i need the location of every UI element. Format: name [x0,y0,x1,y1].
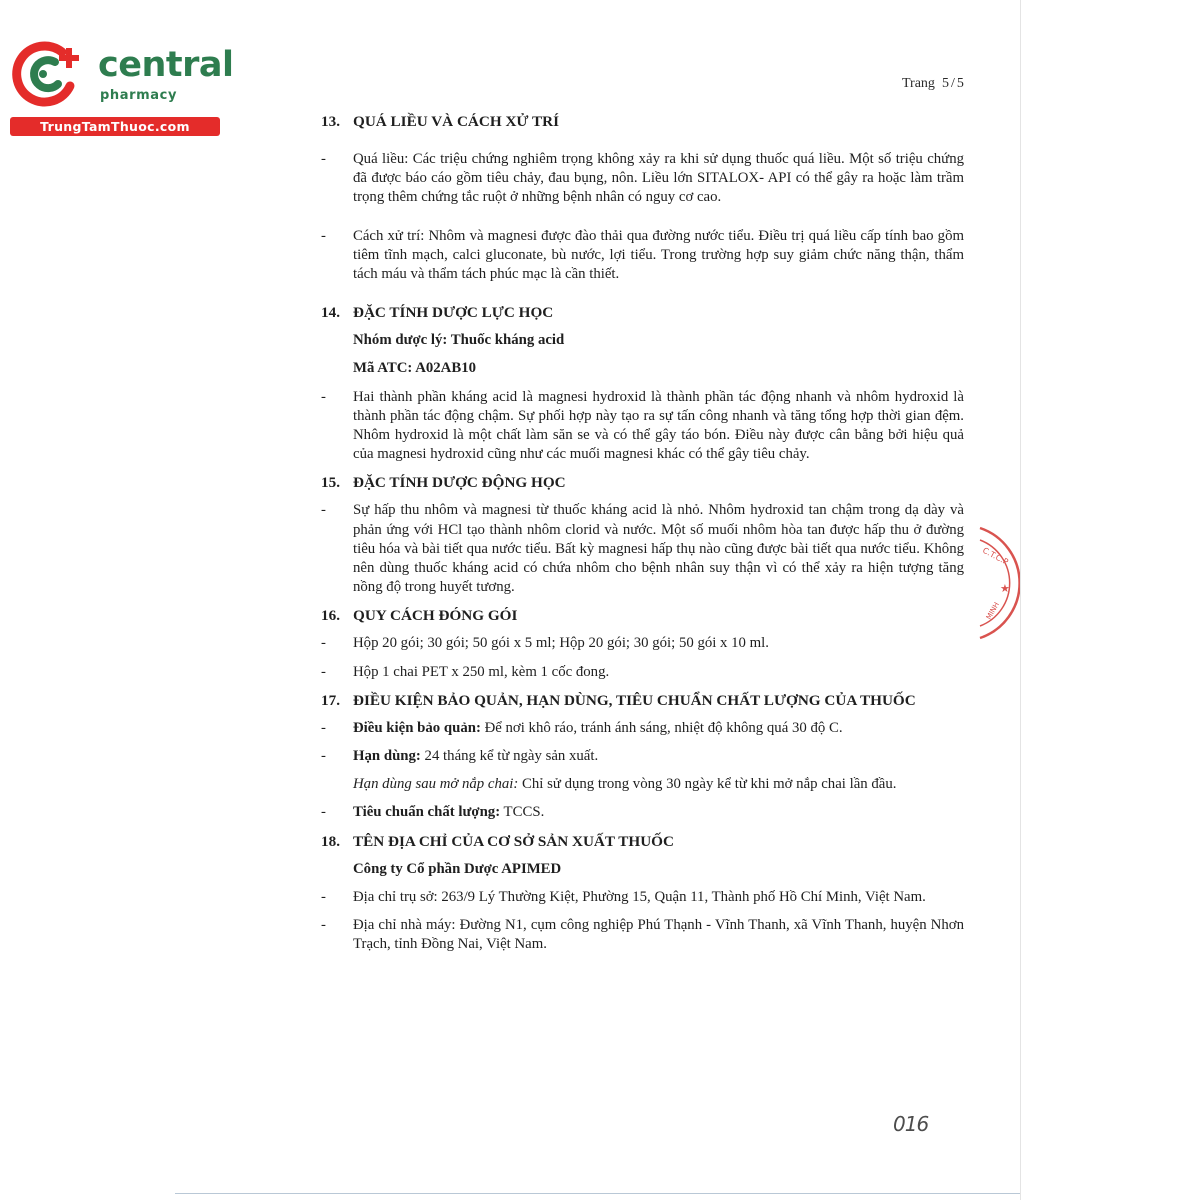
section-number: 17. [321,691,340,709]
page-label: Trang [902,76,935,91]
brand-name: central [98,45,234,85]
factory-address [321,916,964,954]
bullet-dash: - [321,663,326,680]
overdose-item [321,150,964,208]
pharmacokinetics-item [321,501,964,597]
quality-standard-label: Tiêu chuẩn chất lượng: [353,804,501,821]
after-opening-note [353,775,964,794]
after-opening-text: Chỉ sử dụng trong vòng 30 ngày kể từ khi mở nắp chai lần đầu. [518,776,897,793]
page-current: 5 [941,76,949,91]
svg-text:MINH: MINH [984,600,1002,621]
paragraph-text: Hai thành phần kháng acid là magnesi hydroxid là thành phần tác động nhanh và nhôm hydroxid là thành phần tác động chậm. Sự phối hợp này tạo ra sự tấn công nhanh và tăng tổng hợp thời gian đệm. Nhôm hydroxid là một chất làm săn se và có thể gây táo bón. Điều này được cân bằng bởi hiệu quả của magnesi hydroxid cũng như các muối magnesi khác có thể gây tiêu chảy. [353,388,964,463]
paragraph-text: Hộp 20 gói; 30 gói; 50 gói x 5 ml; Hộp 20 gói; 30 gói; 50 gói x 10 ml. [353,635,769,652]
paragraph-text: Địa chỉ nhà máy: Đường N1, cụm công nghiệp Phú Thạnh - Vĩnh Thanh, xã Vĩnh Thanh, huyện Nhơn Trạch, tỉnh Đồng Nai, Việt Nam. [353,917,964,953]
svg-text:C.T.C.P: C.T.C.P [981,545,1010,567]
section-16-heading [321,606,964,625]
bullet-dash: - [321,227,326,244]
company-stamp-icon [960,520,1020,645]
treatment-item [321,227,964,285]
section-title: ĐẶC TÍNH DƯỢC LỰC HỌC [353,304,554,322]
pharmacodynamics-item [321,388,964,465]
section-title: QUY CÁCH ĐÓNG GÓI [353,607,518,625]
central-pharmacy-logo [10,36,234,136]
website-banner: TrungTamThuoc.com [10,117,220,136]
pharmacy-logo-icon [10,38,90,110]
document-body [321,112,964,954]
bullet-dash: - [321,917,326,934]
packaging-item [321,663,964,682]
shelf-life-label: Hạn dùng: [353,748,421,765]
section-number: 14. [321,304,340,322]
page-edge-divider [1020,0,1021,1200]
bullet-dash: - [321,804,326,821]
section-number: 16. [321,607,340,625]
svg-text:★: ★ [1000,582,1010,595]
paragraph-text: Sự hấp thu nhôm và magnesi từ thuốc kháng acid là nhỏ. Nhôm hydroxid tan chậm trong dạ dày và phản ứng với HCl tạo thành nhôm clorid và nước. Một số muối nhôm hòa tan được hấp thu ở đường tiêu hóa và bài tiết qua nước tiểu. Bất kỳ magnesi hấp thụ nào cũng được bài tiết qua nước tiểu. Không nên dùng thuốc kháng acid có chứa nhôm cho bệnh nhân suy thận vì có thể xảy ra hiện tượng tăng nồng độ trong huyết tương. [353,502,964,596]
head-office-address [321,888,964,907]
bullet-dash: - [321,388,326,405]
handwritten-page-number: 016 [893,1112,929,1136]
section-15-heading [321,473,964,492]
paragraph-text: Cách xử trí: Nhôm và magnesi được đào thải qua đường nước tiểu. Điều trị quá liều cấp tính bao gồm tiêm tĩnh mạch, calci gluconate, bù nước, lợi tiểu. Trong trường hợp suy giảm chức năng thận, thẩm tách máu và thẩm tách phúc mạc là cần thiết. [353,227,964,283]
bottom-rule [175,1193,1020,1194]
bullet-dash: - [321,888,326,905]
pharmacologic-group: Nhóm dược lý: Thuốc kháng acid [353,332,565,349]
bullet-dash: - [321,151,326,167]
paragraph-text: Địa chỉ trụ sở: 263/9 Lý Thường Kiệt, Phường 15, Quận 11, Thành phố Hồ Chí Minh, Việt Nam. [353,888,926,905]
paragraph-text: Hộp 1 chai PET x 250 ml, kèm 1 cốc đong. [353,663,610,680]
bullet-dash: - [321,635,326,652]
section-number: 15. [321,474,340,492]
page-number [902,76,964,92]
section-number: 18. [321,832,340,850]
shelf-life-item [321,747,964,766]
shelf-life-text: 24 tháng kể từ ngày sản xuất. [420,748,599,765]
after-opening-label: Hạn dùng sau mở nắp chai: [353,776,519,793]
section-14-heading [321,303,964,322]
section-13-heading [321,112,964,131]
packaging-item [321,634,964,653]
section-18-heading [321,832,964,851]
atc-code: Mã ATC: A02AB10 [353,360,477,377]
bullet-dash: - [321,502,326,519]
section-title: TÊN ĐỊA CHỈ CỦA CƠ SỞ SẢN XUẤT THUỐC [353,832,674,850]
storage-label: Điều kiện bảo quản: [353,719,481,736]
manufacturer-name: Công ty Cổ phần Dược APIMED [353,860,562,877]
section-number: 13. [321,113,340,130]
quality-standard-item [321,803,964,822]
page-separator: / [950,76,955,91]
section-17-heading [321,691,964,710]
storage-text: Để nơi khô ráo, tránh ánh sáng, nhiệt độ không quá 30 độ C. [480,719,843,736]
page-total: 5 [956,76,964,91]
section-title: QUÁ LIỀU VÀ CÁCH XỬ TRÍ [353,113,560,130]
brand-subtitle: pharmacy [100,88,178,103]
section-title: ĐẶC TÍNH DƯỢC ĐỘNG HỌC [353,474,566,492]
bullet-dash: - [321,748,326,765]
paragraph-text: Quá liều: Các triệu chứng nghiêm trọng không xảy ra khi sử dụng thuốc quá liều. Một số triệu chứng đã được báo cáo gồm tiêu chảy, đau bụng, nôn. Liều lớn SITALOX- API có thể gây ra hoặc làm trầm trọng thêm chứng tắc ruột ở những bệnh nhân có nguy cơ cao. [353,151,964,206]
storage-item [321,719,964,738]
bullet-dash: - [321,719,326,736]
section-title: ĐIỀU KIỆN BẢO QUẢN, HẠN DÙNG, TIÊU CHUẨN CHẤT LƯỢNG CỦA THUỐC [353,691,916,709]
quality-standard-text: TCCS. [500,804,545,821]
